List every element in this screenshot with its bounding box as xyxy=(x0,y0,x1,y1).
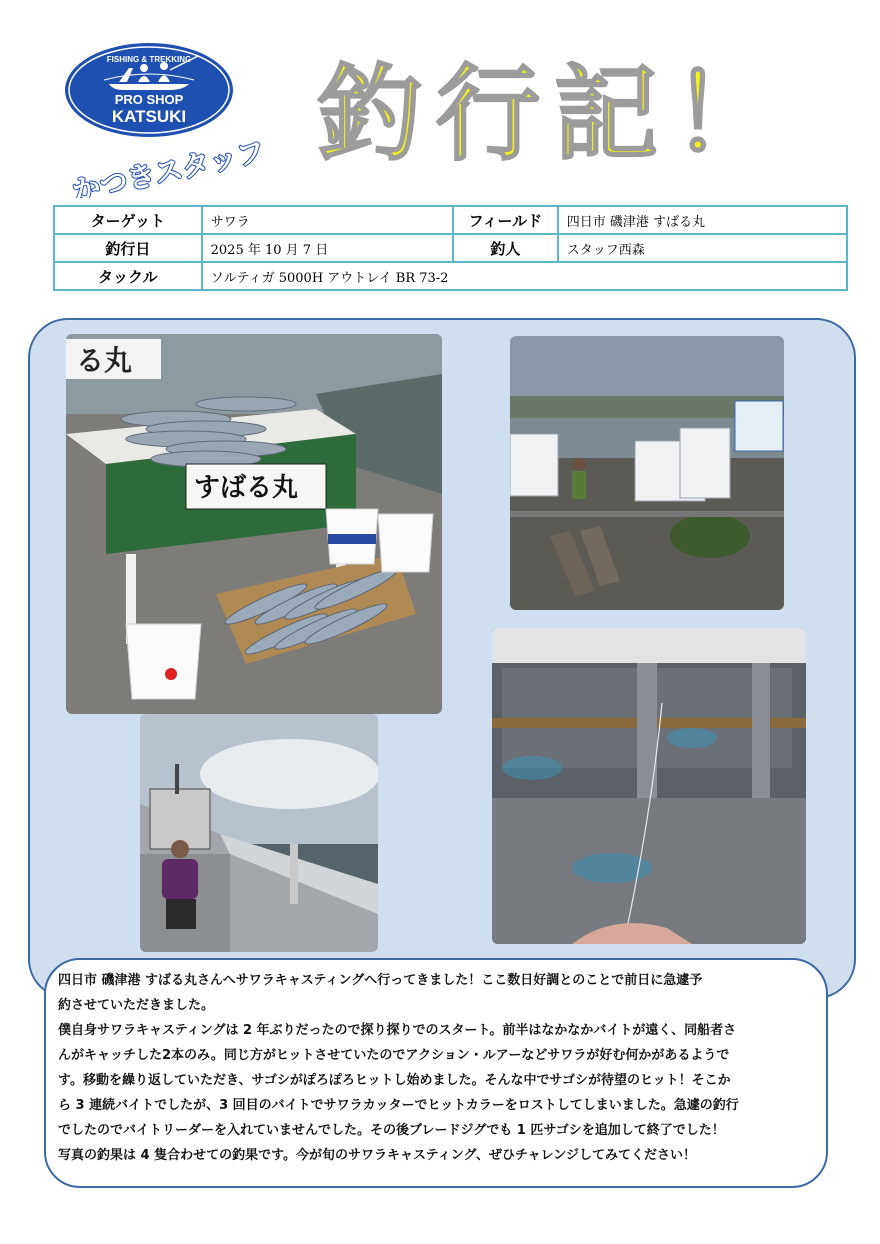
page-title xyxy=(310,45,810,175)
report-line: 四日市 磯津港 すばる丸さんへサワラキャスティングへ行ってきました！ここ数日好調とのことで前日に急遽予 xyxy=(58,973,703,988)
boat-sign-partial: る丸 xyxy=(76,344,133,377)
info-row-target xyxy=(54,206,847,234)
photo-harbor xyxy=(510,336,784,610)
staff-label-text: かつきスタッフ xyxy=(69,134,268,198)
report-line: んがキャッチした2本のみ。同じ方がヒットさせていたのでアクション・ルアーなどサワラが好む何かがあるようで xyxy=(58,1048,730,1063)
report-textbox xyxy=(44,958,828,1188)
tackle-value: ソルティガ 5000H アウトレイ BR 73-2 xyxy=(202,262,847,290)
boat-sign-text: すばる丸 xyxy=(194,473,299,503)
page-title-text: 釣行記！ xyxy=(318,53,791,175)
info-row-date xyxy=(54,234,847,262)
target-value: サワラ xyxy=(202,206,453,234)
tackle-label: タックル xyxy=(54,262,202,290)
date-value: 2025 年 10 月 7 日 xyxy=(202,234,453,262)
info-table xyxy=(53,205,848,291)
logo-line1: PRO SHOP xyxy=(114,92,184,107)
report-line: でしたのでバイトリーダーを入れていませんでした。その後ブレードジグでも 1 匹サゴシを追加して終了でした！ xyxy=(58,1123,725,1138)
report-line: 約させていただきました。 xyxy=(58,998,215,1013)
target-label: ターゲット xyxy=(54,206,202,234)
info-row-tackle xyxy=(54,262,847,290)
field-label: フィールド xyxy=(453,206,558,234)
report-body xyxy=(58,968,812,1168)
field-value: 四日市 磯津港 すばる丸 xyxy=(558,206,847,234)
photo-fish-catch xyxy=(66,334,442,714)
report-line: 僕自身サワラキャスティングは 2 年ぶりだったので探り探りでのスタート。前半はなかなかバイトが遠く、同船者さ xyxy=(58,1023,737,1038)
angler-value: スタッフ西森 xyxy=(558,234,847,262)
shop-logo xyxy=(64,42,234,138)
report-line: す。移動を繰り返していただき、サゴシがぽろぽろヒットし始めました。そんな中でサゴシが待望のヒット！そこか xyxy=(58,1073,731,1088)
staff-label xyxy=(62,128,287,198)
angler-label: 釣人 xyxy=(453,234,558,262)
photo-panel xyxy=(28,318,856,999)
logo-top-text: FISHING & TREKKING xyxy=(106,55,192,64)
logo-line2: KATSUKI xyxy=(111,107,187,126)
photo-boat-deck xyxy=(140,714,378,952)
photo-line-closeup xyxy=(492,628,806,944)
date-label: 釣行日 xyxy=(54,234,202,262)
report-line: 写真の釣果は 4 隻合わせての釣果です。今が旬のサワラキャスティング、ぜひチャレンジしてみてください！ xyxy=(58,1148,696,1163)
report-line: ら 3 連続バイトでしたが、3 回目のバイトでサワラカッターでヒットカラーをロストしてしまいました。急遽の釣行 xyxy=(58,1098,739,1113)
